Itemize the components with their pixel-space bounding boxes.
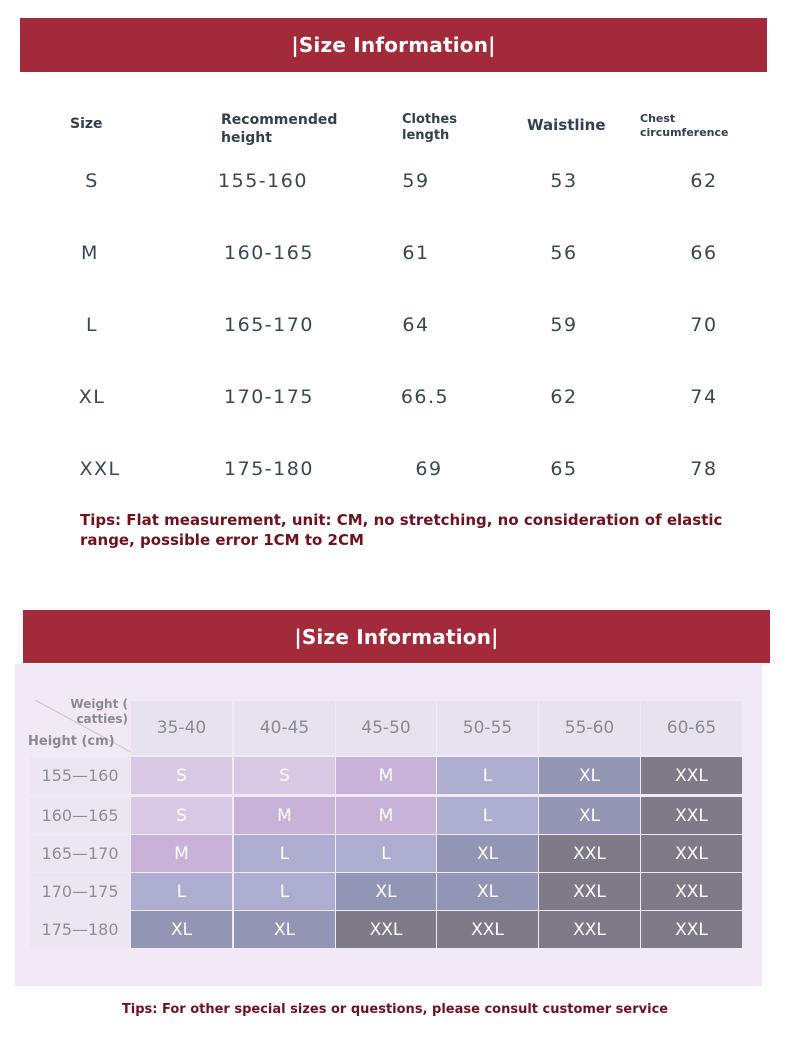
- size-grid-cell: M: [131, 835, 232, 872]
- size-grid-cell: M: [336, 797, 436, 834]
- size-row-chest: 70: [690, 314, 718, 336]
- size-row-length: 61: [402, 242, 430, 264]
- header-chest-line2: circumference: [640, 125, 729, 139]
- size-grid-cell: M: [336, 757, 436, 794]
- size-grid-cell: XXL: [539, 835, 640, 872]
- size-row-waist: 59: [550, 314, 578, 336]
- weight-axis-label: [58, 697, 128, 727]
- customer-service-tip: Tips: For other special sizes or questions, please consult customer service: [121, 1002, 669, 1017]
- weight-axis-label-line1: Weight (: [70, 697, 128, 711]
- header-size: Size: [70, 116, 103, 132]
- size-row-height: 170-175: [224, 386, 314, 408]
- size-grid-cell: L: [336, 835, 436, 872]
- size-row-size: XL: [78, 386, 106, 408]
- size-row-size: XXL: [79, 458, 121, 480]
- section1-banner-title: |Size Information|: [291, 33, 496, 57]
- size-grid-cell: XXL: [437, 911, 538, 948]
- weight-column-header: 55-60: [539, 701, 640, 755]
- header-waistline: Waistline: [527, 116, 606, 134]
- size-grid-cell: S: [131, 797, 232, 834]
- header-clothes-length-line1: Clothes: [402, 112, 457, 127]
- header-recommended-height: [221, 112, 337, 147]
- header-chest-circumference: [640, 112, 728, 140]
- size-grid-cell: XL: [437, 835, 538, 872]
- size-row-chest: 78: [690, 458, 718, 480]
- section2-banner-title: |Size Information|: [294, 624, 499, 649]
- size-grid-cell: XL: [539, 797, 640, 834]
- size-row-height: 160-165: [224, 242, 314, 264]
- size-grid-cell: XL: [131, 911, 232, 948]
- size-grid-cell: XXL: [641, 835, 742, 872]
- size-grid-cell: XXL: [641, 873, 742, 910]
- weight-axis-label-line2: catties): [76, 712, 128, 726]
- size-grid-cell: XXL: [539, 911, 640, 948]
- size-row-size: S: [85, 170, 99, 192]
- section2-banner: [23, 610, 770, 663]
- size-grid-cell: L: [234, 873, 335, 910]
- size-row-height: 155-160: [218, 170, 308, 192]
- weight-column-header: 35-40: [131, 701, 232, 755]
- size-grid-cell: XXL: [539, 873, 640, 910]
- size-grid-cell: L: [234, 835, 335, 872]
- size-row-length: 59: [402, 170, 430, 192]
- size-grid-cell: XL: [234, 911, 335, 948]
- size-row-waist: 56: [550, 242, 578, 264]
- header-recommended-height-line1: Recommended: [221, 112, 338, 128]
- weight-column-header: 50-55: [437, 701, 538, 755]
- height-row-header: 155—160: [30, 757, 130, 794]
- height-row-header: 175—180: [30, 911, 130, 948]
- size-row-length: 64: [402, 314, 430, 336]
- size-grid-cell: XL: [336, 873, 436, 910]
- height-row-header: 160—165: [30, 797, 130, 834]
- height-axis-label: Height (cm): [28, 734, 115, 749]
- header-chest-line1: Chest: [640, 112, 676, 125]
- weight-column-header: 60-65: [641, 701, 742, 755]
- size-row-height: 175-180: [224, 458, 314, 480]
- size-row-length: 66.5: [400, 386, 450, 408]
- height-row-header: 170—175: [30, 873, 130, 910]
- measurement-tip: Tips: Flat measurement, unit: CM, no stretching, no consideration of elastic range, possible error 1CM to 2CM: [80, 511, 723, 549]
- size-grid-cell: L: [437, 757, 538, 794]
- size-grid-cell: XXL: [336, 911, 436, 948]
- size-grid-cell: XXL: [641, 797, 742, 834]
- header-clothes-length-line2: length: [402, 128, 450, 144]
- size-grid-cell: L: [131, 873, 232, 910]
- section1-banner: [20, 18, 767, 72]
- size-row-size: M: [81, 242, 99, 264]
- size-row-waist: 53: [550, 170, 578, 192]
- size-row-chest: 66: [690, 242, 718, 264]
- size-grid-cell: XXL: [641, 757, 742, 794]
- size-grid-cell: S: [131, 757, 232, 794]
- size-grid-cell: S: [234, 757, 335, 794]
- weight-column-header: 45-50: [336, 701, 436, 755]
- size-row-chest: 74: [690, 386, 718, 408]
- size-row-waist: 65: [550, 458, 578, 480]
- size-row-length: 69: [415, 458, 443, 480]
- size-grid-cell: XXL: [641, 911, 742, 948]
- size-row-waist: 62: [550, 386, 578, 408]
- size-grid-cell: XL: [437, 873, 538, 910]
- size-grid-cell: L: [437, 797, 538, 834]
- size-grid-cell: XL: [539, 757, 640, 794]
- weight-column-header: 40-45: [234, 701, 335, 755]
- header-clothes-length: [402, 112, 457, 145]
- size-row-chest: 62: [690, 170, 718, 192]
- size-row-height: 165-170: [224, 314, 314, 336]
- height-row-header: 165—170: [30, 835, 130, 872]
- size-grid-cell: M: [234, 797, 335, 834]
- header-recommended-height-line2: height: [221, 129, 272, 146]
- size-row-size: L: [85, 314, 99, 336]
